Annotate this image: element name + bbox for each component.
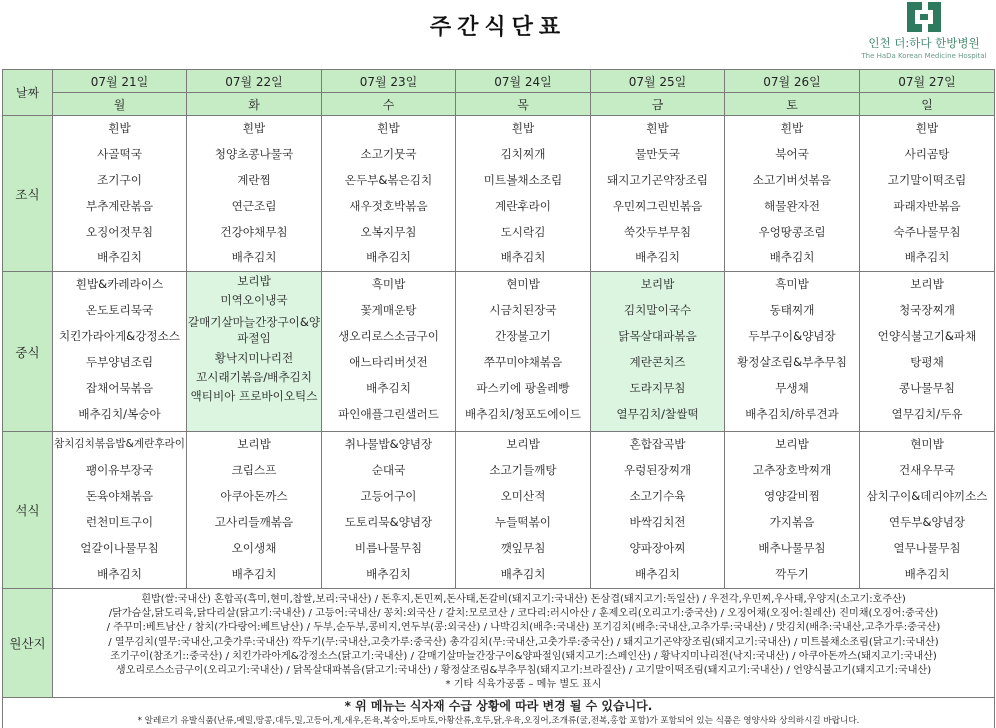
menu-item: 김치말이국수 <box>623 303 692 318</box>
menu-item: 미역오이냉국 <box>220 293 288 308</box>
menu-item: 배추김치/하루견과 <box>745 406 839 421</box>
menu-item: 오징어젓무침 <box>85 224 154 239</box>
menu-item: 보리밥 <box>237 437 271 452</box>
menu-item: 잡채어묵볶음 <box>85 380 154 395</box>
meal-cell <box>456 272 591 432</box>
menu-item: 두부구이&양념장 <box>748 329 836 344</box>
menu-item: 도토리묵&양념장 <box>344 515 433 530</box>
menu-item: 파래자반볶음 <box>893 198 961 213</box>
date-row <box>3 70 995 93</box>
menu-item: 흑미밥 <box>371 277 406 292</box>
menu-item: 배추김치 <box>366 566 411 581</box>
origin-info <box>53 588 995 697</box>
menu-item: 사리곰탕 <box>904 146 950 161</box>
origin-line: 흰밥(쌀:국내산) 혼합곡(흑미,현미,찹쌀,보리:국내산) / 돈후지,돈민찌,돈사태,돈갈비(돼지고기:국내산) 돈삼겹(돼지고기:독일산) / 우전각,우민찌,우사태,우양지(소고기:호주산) <box>141 593 906 605</box>
menu-item: 치킨가라아게&강정소스 <box>58 329 181 344</box>
menu-item: 삼치구이&데리야끼소스 <box>866 489 988 504</box>
menu-item: 연두부&양념장 <box>888 515 966 530</box>
menu-item: 숙주나물무침 <box>893 224 961 239</box>
menu-item: 파인애플그린샐러드 <box>338 406 439 421</box>
day-header-7: 일 <box>860 93 995 116</box>
menu-item: 꽃게매운탕 <box>360 303 417 318</box>
menu-item: 흰밥&카레라이스 <box>75 277 164 292</box>
menu-item: 언양식불고기&파채 <box>877 329 977 344</box>
menu-item: 갈매기살마늘간장구이&양파절임 <box>187 315 321 346</box>
menu-item: 꼬시래기볶음/배추김치 <box>196 370 312 385</box>
menu-item: 흰밥 <box>780 121 804 135</box>
menu-item: 청양초콩나물국 <box>214 146 294 161</box>
date-header-6: 07월 26일 <box>725 70 860 93</box>
meal-cell <box>725 116 860 272</box>
date-header-3: 07월 23일 <box>322 70 456 93</box>
menu-item: 우민찌그린빈볶음 <box>612 198 703 213</box>
menu-item: 돈육야채볶음 <box>85 489 154 504</box>
meal-cell <box>322 116 456 272</box>
menu-item: 영양갈비찜 <box>764 489 820 504</box>
meal-cell <box>322 432 456 588</box>
menu-item: 해물완자전 <box>764 198 820 213</box>
menu-item: 오복지무침 <box>360 224 417 239</box>
meal-label: 석식 <box>3 432 53 588</box>
menu-item: 동태찌개 <box>769 303 815 318</box>
menu-item: 흰밥 <box>242 121 266 135</box>
menu-item: 아쿠아돈까스 <box>220 489 288 504</box>
meal-row-3 <box>3 432 995 588</box>
menu-item: 배추김치 <box>97 566 142 581</box>
hospital-name: 인천 더:하다 한방병원 <box>868 36 980 50</box>
origin-line: 조기구이(참조기::중국산) / 치킨가라아게&강정소스(닭고기:국내산) / 갈매기살마늘간장구이&양파절임(돼지고기:스페인산) / 황낙지미나리전(낙지:국내산) / 아쿠아돈까스(돼지고기:국내산) <box>110 650 937 662</box>
menu-item: 흰밥 <box>377 121 400 135</box>
meal-cell <box>322 272 456 432</box>
menu-item: 흰밥 <box>511 121 535 135</box>
menu-item: 보리밥 <box>640 277 675 292</box>
menu-item: 보리밥 <box>237 274 271 289</box>
menu-item: 액티비아 프로바이오틱스 <box>190 389 318 404</box>
menu-item: 온두부&볶은김치 <box>344 172 433 187</box>
menu-item: 계란콘치즈 <box>629 355 686 370</box>
menu-item: 계란찜 <box>237 172 271 187</box>
menu-item: 배추김치 <box>231 250 277 265</box>
day-header-2: 화 <box>187 93 322 116</box>
origin-line: 생오리로스소금구이(오리고기:국내산) / 닭목살대파볶음(닭고기:국내산) / 황정살조림&부추무침(돼지고기:브라질산) / 고기말이떡조림(돼지고기:국내산) / 언양식불고기(돼지고기:국내산) <box>115 665 932 677</box>
menu-item: 가지볶음 <box>769 515 815 530</box>
menu-item: 보리밥 <box>910 277 944 292</box>
menu-item: 북어국 <box>775 146 809 161</box>
menu-item: 소고기뭇국 <box>360 146 417 161</box>
menu-item: 깻잎무침 <box>500 540 546 555</box>
menu-item: 배추김치 <box>769 250 815 265</box>
meal-cell <box>725 432 860 588</box>
menu-item: 배추김치 <box>500 250 546 265</box>
menu-item: 열무김치/두유 <box>891 406 963 421</box>
day-header-5: 금 <box>591 93 725 116</box>
menu-item: 애느타리버섯전 <box>349 355 428 370</box>
menu-item: 우렁된장찌개 <box>623 463 692 478</box>
menu-item: 배추김치 <box>231 566 277 581</box>
menu-item: 취나물밥&양념장 <box>344 437 433 452</box>
hospital-logo <box>856 2 992 60</box>
menu-item: 생오리로스소금구이 <box>338 329 439 344</box>
menu-item: 비름나물무침 <box>354 540 423 555</box>
hospital-logo-icon <box>907 2 941 32</box>
meal-label: 조식 <box>3 116 53 272</box>
menu-item: 혼합잡곡밥 <box>629 437 686 452</box>
date-header-2: 07월 22일 <box>187 70 322 93</box>
menu-item: 현미밥 <box>506 277 540 292</box>
menu-item: 흰밥 <box>915 121 939 135</box>
origin-line: * 기타 식육가공품 – 메뉴 별도 표시 <box>445 679 602 691</box>
day-row <box>3 93 995 116</box>
origin-line: / 주꾸미:베트남산 / 참치(가다랑어:베트남산) / 두부,순두부,콩비지,연두부(콩:외국산) / 나박김치(배추:국내산) 포기김치(배추:국내산,고추가루:국내산) / 맛김치(배추:국내산,고추가루:중국산) <box>106 622 941 634</box>
menu-item: 우엉땅콩조림 <box>758 224 826 239</box>
meal-cell <box>53 272 187 432</box>
menu-item: 런천미트구이 <box>85 515 154 530</box>
day-header-4: 목 <box>456 93 591 116</box>
day-header-1: 월 <box>53 93 187 116</box>
menu-item: 크림스프 <box>231 463 277 478</box>
menu-item: 열무나물무침 <box>893 540 961 555</box>
menu-item: 누들떡볶이 <box>495 515 551 530</box>
menu-item: 황정살조림&부추무침 <box>737 355 847 370</box>
menu-item: 파스키에 팡올레빵 <box>476 380 570 395</box>
menu-item: 현미밥 <box>910 437 944 452</box>
menu-item: 시금치된장국 <box>489 303 557 318</box>
menu-item: 탕평채 <box>910 355 944 370</box>
menu-item: 돼지고기곤약장조림 <box>607 172 708 187</box>
origin-line: /닭가슴살,닭도리육,닭다리살(닭고기:국내산) / 고등어:국내산/ 꽁치:외국산 / 갈치:모로코산 / 코다리:러시아산 / 훈제오리(오리고기:중국산) / 오징어채(오징어:칠레산) 진미채(오징어:중국산) <box>108 607 939 619</box>
page-title: 주간식단표 <box>429 15 567 40</box>
menu-item: 닭목살대파볶음 <box>618 329 697 344</box>
menu-item: 열무김치/찰쌀떡 <box>616 406 699 421</box>
origin-line: / 열무김치(열무:국내산,고춧가루:국내산) 깍두기(무:국내산,고춧가루:중국산) 총각김치(무:국내산,고춧가루:중국산) / 돼지고기곤약장조림(돼지고기:국내산) / 미트볼채소조림(닭고기:국내산) <box>108 636 939 648</box>
menu-item: 얼갈이나물무침 <box>80 540 159 555</box>
menu-item: 흑미밥 <box>775 277 809 292</box>
menu-item: 사골떡국 <box>97 146 142 161</box>
menu-item: 깍두기 <box>775 566 809 581</box>
menu-item: 배추김치 <box>97 250 142 265</box>
menu-item: 부추계란볶음 <box>85 198 154 213</box>
meal-cell <box>187 432 322 588</box>
menu-item: 미트볼채소조림 <box>483 172 563 187</box>
menu-item: 쑥갓두부무침 <box>623 224 692 239</box>
meal-cell <box>456 116 591 272</box>
origin-label: 원산지 <box>3 588 53 697</box>
meal-row-2 <box>3 272 995 432</box>
menu-table-body <box>3 70 995 728</box>
menu-item: 청국장찌개 <box>899 303 955 318</box>
menu-item: 쭈꾸미야채볶음 <box>483 355 563 370</box>
date-header-4: 07월 24일 <box>456 70 591 93</box>
meal-cell <box>591 272 725 432</box>
menu-item: 황낙지미나리전 <box>214 351 294 366</box>
menu-item: 건새우무국 <box>899 463 955 478</box>
menu-item: 배추김치 <box>366 250 411 265</box>
menu-item: 배추김치/청포도에이드 <box>465 406 581 421</box>
menu-item: 고사리들깨볶음 <box>214 515 294 530</box>
day-header-6: 토 <box>725 93 860 116</box>
menu-item: 연근조림 <box>231 198 277 213</box>
meal-cell <box>456 432 591 588</box>
hospital-english-name: The HaDa Korean Medicine Hospital <box>861 52 987 60</box>
menu-item: 두부양념조림 <box>85 355 154 370</box>
menu-item: 순대국 <box>371 463 406 478</box>
menu-item: 물만둣국 <box>635 146 680 161</box>
menu-item: 콩나물무침 <box>899 380 955 395</box>
menu-item: 양파장아찌 <box>629 540 686 555</box>
menu-item: 건강야채무침 <box>220 224 288 239</box>
menu-item: 보리밥 <box>775 437 809 452</box>
menu-item: 배추김치/복숭아 <box>78 406 161 421</box>
menu-item: 도라지무침 <box>629 380 686 395</box>
menu-item: 새우젓호박볶음 <box>349 198 428 213</box>
weekly-menu-table <box>2 69 995 728</box>
meal-cell <box>860 116 995 272</box>
menu-item: 보리밥 <box>506 437 540 452</box>
menu-item: 배추나물무침 <box>758 540 826 555</box>
menu-item: 흰밥 <box>108 121 131 135</box>
meal-cell <box>53 432 187 588</box>
menu-item: 배추김치 <box>635 250 680 265</box>
meal-cell <box>591 116 725 272</box>
meal-cell <box>725 272 860 432</box>
menu-item: 계란후라이 <box>495 198 551 213</box>
menu-item: 소고기수육 <box>629 489 686 504</box>
date-corner-label: 날짜 <box>3 70 53 116</box>
menu-item: 오이생채 <box>231 540 277 555</box>
menu-item: 소고기들깨탕 <box>489 463 557 478</box>
menu-item: 김치찌개 <box>500 146 546 161</box>
menu-item: 조기구이 <box>97 172 142 187</box>
menu-item: 배추김치 <box>904 250 950 265</box>
meal-cell <box>591 432 725 588</box>
notice-row <box>3 697 995 728</box>
date-header-5: 07월 25일 <box>591 70 725 93</box>
day-header-3: 수 <box>322 93 456 116</box>
menu-item: 배추김치 <box>904 566 950 581</box>
meal-cell <box>860 272 995 432</box>
menu-item: 무생채 <box>775 380 809 395</box>
menu-item: 오미산적 <box>500 489 546 504</box>
menu-item: 고추장호박찌개 <box>752 463 832 478</box>
menu-item: 배추김치 <box>635 566 680 581</box>
menu-change-notice: * 위 메뉴는 식자재 수급 상황에 따라 변경 될 수 있습니다. <box>344 699 653 714</box>
meal-label: 중식 <box>3 272 53 432</box>
meal-cell <box>860 432 995 588</box>
meal-row-1 <box>3 116 995 272</box>
notice-cell <box>3 697 995 728</box>
meal-cell <box>187 272 322 432</box>
menu-item: 흰밥 <box>646 121 669 135</box>
meal-cell <box>187 116 322 272</box>
menu-item: 바싹김치전 <box>629 515 686 530</box>
menu-item: 배추김치 <box>500 566 546 581</box>
date-header-7: 07월 27일 <box>860 70 995 93</box>
menu-item: 고기말이떡조림 <box>887 172 967 187</box>
meal-cell <box>53 116 187 272</box>
menu-item: 온도토리묵국 <box>85 303 154 318</box>
menu-item: 고등어구이 <box>360 489 417 504</box>
menu-item: 팽이유부장국 <box>85 463 154 478</box>
date-header-1: 07월 21일 <box>53 70 187 93</box>
allergy-notice: * 알레르기 유발식품(난류,메밀,땅콩,대두,밀,고등어,게,새우,돈육,복숭아,토마토,아황산류,호두,닭,우육,오징어,조개류(굴,전복,홍합 포함)가 포함되어 있는 식품은 영양사와 상의하시길 바랍니다. <box>137 716 860 727</box>
menu-item: 도시락김 <box>500 224 546 239</box>
menu-item: 소고기버섯볶음 <box>752 172 832 187</box>
menu-item: 간장불고기 <box>495 329 551 344</box>
origin-row <box>3 588 995 697</box>
menu-item: 참치김치볶음밥&계란후라이 <box>53 438 186 451</box>
menu-item: 배추김치 <box>366 380 411 395</box>
